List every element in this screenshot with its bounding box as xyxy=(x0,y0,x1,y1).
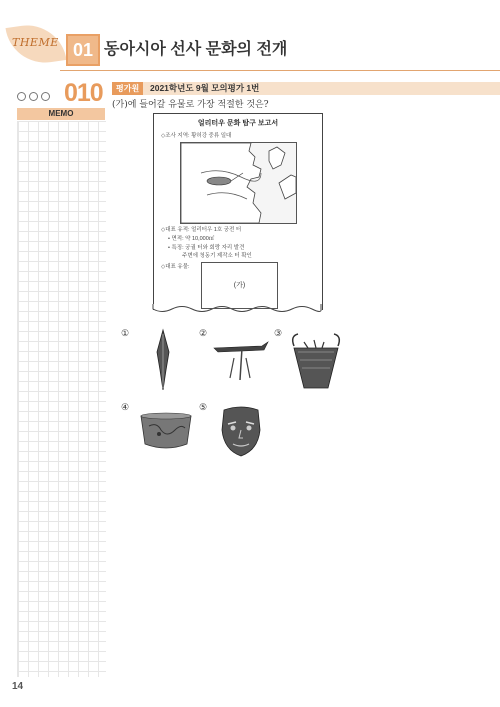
bronze-mask-icon xyxy=(218,404,264,458)
circle-icon xyxy=(41,92,50,101)
bronze-ge-halberd-icon xyxy=(212,336,270,386)
question-prompt: (가)에 들어갈 유물로 가장 적절한 것은? xyxy=(112,100,269,110)
report-region: ◇조사 지역: 황허강 중류 일대 xyxy=(161,133,232,139)
circle-icon xyxy=(29,92,38,101)
theme-label: THEME xyxy=(12,36,59,49)
question-dots xyxy=(17,89,57,103)
option-3-number[interactable]: ③ xyxy=(274,329,283,339)
source-text: 2021학년도 9월 모의평가 1번 xyxy=(150,83,260,93)
report-site: ◇대표 유적: 얼리터우 1호 궁전 터 xyxy=(161,227,242,233)
option-2-number[interactable]: ② xyxy=(199,329,208,339)
bronze-dagger-icon xyxy=(152,328,174,394)
chapter-title: 동아시아 선사 문화의 전개 xyxy=(104,41,288,58)
report-relic: ◇대표 유물: xyxy=(161,264,190,270)
option-4-number[interactable]: ④ xyxy=(121,403,130,413)
report-title: 얼리터우 문화 탐구 보고서 xyxy=(197,120,279,127)
blank-box: (가) xyxy=(201,262,278,309)
report-area: • 면적: 약 10,000㎡ xyxy=(168,236,215,242)
bronze-basin-icon xyxy=(139,412,193,452)
memo-label: MEMO xyxy=(17,108,105,120)
map-image xyxy=(180,142,297,224)
report-feature-detail: 주변에 청동기 제작소 터 확인 xyxy=(182,253,252,259)
report-feature: • 특징: 궁궐 터와 회랑 자리 발견 xyxy=(168,245,245,251)
page-number: 14 xyxy=(12,681,24,692)
circle-icon xyxy=(17,92,26,101)
header-divider xyxy=(60,70,500,71)
option-5-number[interactable]: ⑤ xyxy=(199,403,208,413)
question-number: 010 xyxy=(64,79,103,107)
memo-grid[interactable] xyxy=(17,121,106,677)
option-1-number[interactable]: ① xyxy=(121,329,130,339)
sanxingdui-bronze-vessel-icon xyxy=(288,332,344,390)
chapter-number: 01 xyxy=(66,34,100,66)
source-tag: 평가원 xyxy=(112,82,143,95)
